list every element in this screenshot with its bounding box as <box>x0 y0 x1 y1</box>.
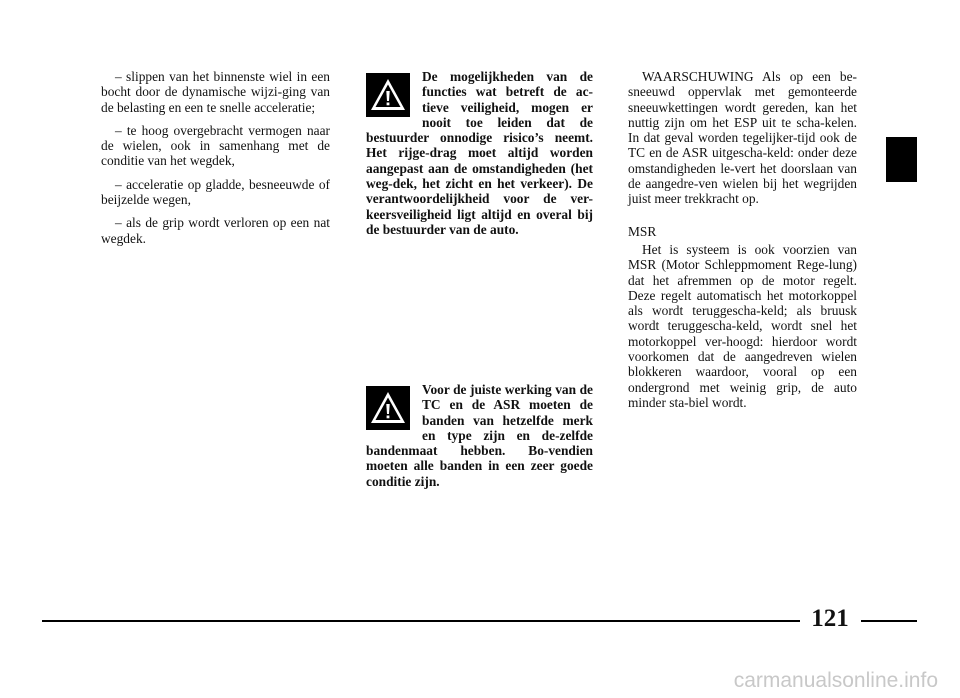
bullet-paragraph-2: – te hoog overgebracht vermogen naar de wielen, ook in samenhang met de conditie van het wegdek, <box>101 122 330 169</box>
section-heading-msr: MSR <box>628 223 657 239</box>
warning-triangle-icon <box>366 73 410 117</box>
warning-triangle-icon <box>366 386 410 430</box>
footer-rule-right <box>861 620 917 622</box>
chapter-tab-marker <box>886 137 917 182</box>
watermark: carmanualsonline.info <box>733 669 938 692</box>
bullet-paragraph-4: – als de grip wordt verloren op een nat wegdek. <box>101 215 330 246</box>
tyre-warning-box <box>366 382 593 489</box>
safety-warning-box <box>366 69 593 237</box>
footer-rule-left <box>42 620 800 622</box>
page-number: 121 <box>811 605 849 632</box>
warning-label: WAARSCHUWING <box>642 69 754 84</box>
right-column <box>628 69 857 410</box>
bullet-paragraph-3: – acceleratie op gladde, besneeuwde of beijzelde wegen, <box>101 176 330 208</box>
warning-body: Als op een be-sneeuwd oppervlak met gemonteerde sneeuwkettingen wordt gereden, kan het nuttig zijn om het ESP uit te scha-kelen. In dat geval worden tegelijker-tijd ook de TC en de ASR uitgescha-keld: onder deze omstandigheden le-vert het doorslaan van de aangedre-ven wielen bij het wegrijden juist meer trekkracht op. <box>628 69 858 207</box>
safety-warning-text: De mogelijkheden van de functies wat betreft de ac-tieve veiligheid, mogen er nooit toe leiden dat de bestuurder onnodige risico’s neemt. Het rijge-drag moet altijd worden aangepast aan de omstandigheden (het weg-dek, het zicht en het verkeer). De verantwoordelijkheid voor de ver-keersveiligheid ligt altijd en overal bij de bestuurder van de auto. <box>366 69 593 237</box>
left-column <box>101 69 330 254</box>
msr-paragraph: Het is systeem is ook voorzien van MSR (Motor Schleppmoment Rege-lung) dat het afremmen op de motor regelt. Deze regelt automatisch het motorkoppel als wordt teruggescha-keld; als bruusk wordt teruggescha-keld, wordt snel het motorkoppel ver-hoogd: hierdoor wordt voorkomen dat de aangedreven wielen blokkeren waardoor, vooral op een ondergrond met weinig grip, de auto minder sta-biel wordt. <box>628 241 857 410</box>
bullet-paragraph-1: – slippen van het binnenste wiel in een bocht door de dynamische wijzi-ging van de belasting en een te snelle acceleratie; <box>101 69 330 115</box>
tyre-warning-text: Voor de juiste werking van de TC en de ASR moeten de banden van hetzelfde merk en type zijn en de-zelfde bandenmaat hebben. Bo-vendien moeten alle banden in een zeer goede conditie zijn. <box>366 382 593 489</box>
esp-warning-paragraph <box>628 69 857 207</box>
